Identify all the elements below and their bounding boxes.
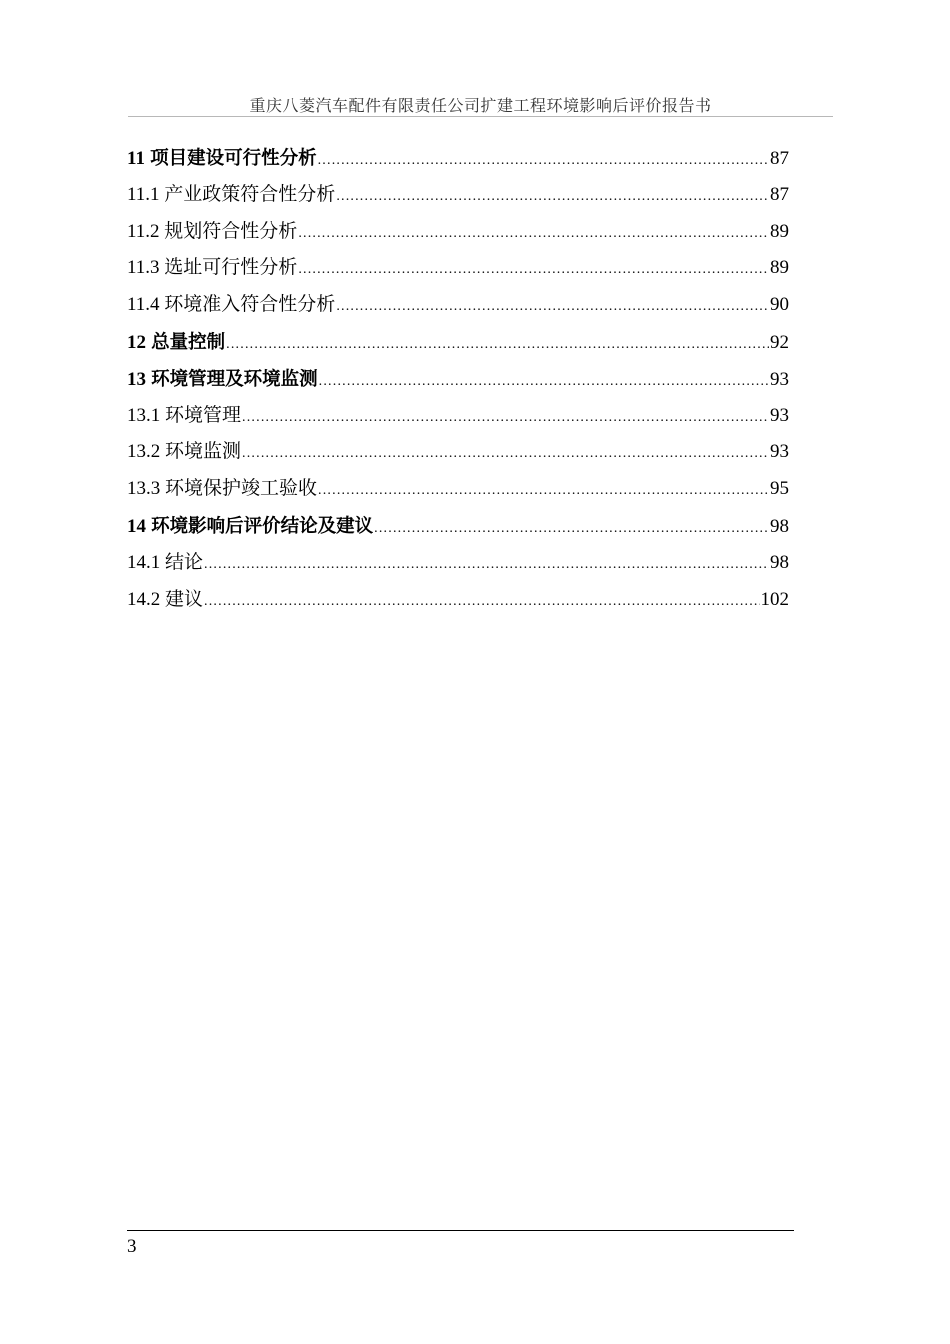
toc-entry[interactable] bbox=[127, 365, 789, 402]
toc-entry-page: 92 bbox=[770, 331, 789, 353]
toc-entry-number: 11.3 bbox=[127, 257, 160, 279]
toc-leader-dots bbox=[336, 293, 769, 321]
toc-entry-title: 结论 bbox=[165, 551, 204, 573]
toc-entry[interactable] bbox=[127, 144, 789, 181]
toc-entry-title: 选址可行性分析 bbox=[164, 257, 298, 279]
toc-entry-label bbox=[127, 181, 335, 209]
table-of-contents bbox=[127, 144, 789, 622]
toc-entry-label bbox=[127, 291, 335, 319]
toc-leader-dots bbox=[204, 588, 759, 616]
toc-entry-title: 建议 bbox=[165, 588, 204, 610]
toc-entry-page: 95 bbox=[770, 478, 789, 500]
toc-entry-page: 90 bbox=[770, 294, 789, 316]
toc-entry[interactable] bbox=[127, 181, 789, 218]
toc-entry-number: 14 bbox=[127, 515, 146, 537]
toc-entry-page: 87 bbox=[770, 148, 789, 169]
toc-entry-number: 14.1 bbox=[127, 551, 161, 573]
toc-leader-dots bbox=[318, 147, 769, 175]
toc-entry-title: 环境保护竣工验收 bbox=[165, 478, 318, 500]
toc-entry-page: 98 bbox=[770, 551, 789, 573]
toc-entry-title: 环境管理 bbox=[165, 404, 242, 426]
toc-entry[interactable] bbox=[127, 512, 789, 549]
toc-entry-label bbox=[127, 586, 203, 614]
toc-entry-label bbox=[127, 365, 318, 394]
toc-entry-number: 13 bbox=[127, 368, 146, 390]
toc-entry-page: 93 bbox=[770, 404, 789, 426]
toc-entry-title: 项目建设可行性分析 bbox=[150, 147, 317, 168]
toc-entry-number: 11.4 bbox=[127, 294, 160, 316]
toc-leader-dots bbox=[298, 220, 769, 248]
toc-entry-page: 93 bbox=[770, 368, 789, 390]
toc-entry[interactable] bbox=[127, 218, 789, 255]
toc-leader-dots bbox=[226, 331, 769, 359]
footer-divider bbox=[127, 1230, 794, 1231]
toc-leader-dots bbox=[318, 477, 769, 505]
toc-entry-number: 13.2 bbox=[127, 441, 161, 463]
page-header-title: 重庆八菱汽车配件有限责任公司扩建工程环境影响后评价报告书 bbox=[249, 98, 712, 115]
toc-entry[interactable] bbox=[127, 328, 789, 365]
toc-entry-title: 环境管理及环境监测 bbox=[151, 367, 318, 389]
toc-entry-number: 14.2 bbox=[127, 588, 161, 610]
toc-entry[interactable] bbox=[127, 254, 789, 291]
toc-entry-title: 产业政策符合性分析 bbox=[164, 183, 336, 205]
toc-entry[interactable] bbox=[127, 438, 789, 475]
toc-entry-page: 102 bbox=[760, 588, 789, 610]
toc-entry-title: 环境影响后评价结论及建议 bbox=[151, 514, 374, 536]
toc-leader-dots bbox=[336, 183, 769, 211]
toc-entry-page: 98 bbox=[770, 515, 789, 537]
toc-leader-dots bbox=[204, 551, 769, 579]
toc-entry[interactable] bbox=[127, 402, 789, 439]
toc-entry-title: 总量控制 bbox=[151, 330, 226, 352]
toc-entry-number: 13.3 bbox=[127, 478, 161, 500]
toc-entry-title: 规划符合性分析 bbox=[164, 220, 298, 242]
toc-entry[interactable] bbox=[127, 586, 789, 623]
toc-leader-dots bbox=[298, 256, 769, 284]
toc-entry[interactable] bbox=[127, 549, 789, 586]
toc-leader-dots bbox=[374, 515, 769, 543]
toc-entry-label bbox=[127, 254, 297, 282]
toc-leader-dots bbox=[319, 368, 769, 396]
toc-entry-number: 11.1 bbox=[127, 183, 160, 205]
toc-entry-page: 87 bbox=[770, 183, 789, 205]
toc-entry-page: 89 bbox=[770, 257, 789, 279]
toc-entry-page: 93 bbox=[770, 441, 789, 463]
toc-entry-page: 89 bbox=[770, 220, 789, 242]
toc-leader-dots bbox=[242, 404, 769, 432]
toc-entry-label bbox=[127, 218, 297, 246]
toc-entry-label bbox=[127, 475, 317, 503]
toc-entry-number: 13.1 bbox=[127, 404, 161, 426]
toc-entry-number: 11 bbox=[127, 148, 145, 169]
toc-entry-label bbox=[127, 512, 373, 541]
toc-entry-label bbox=[127, 144, 317, 173]
toc-entry-label bbox=[127, 402, 241, 430]
toc-entry-number: 12 bbox=[127, 331, 146, 353]
toc-entry-title: 环境准入符合性分析 bbox=[164, 294, 336, 316]
toc-entry-number: 11.2 bbox=[127, 220, 160, 242]
toc-entry-label bbox=[127, 328, 225, 357]
toc-entry[interactable] bbox=[127, 475, 789, 512]
toc-entry-label bbox=[127, 549, 203, 577]
header-divider bbox=[128, 116, 833, 117]
toc-entry-title: 环境监测 bbox=[165, 441, 242, 463]
toc-leader-dots bbox=[242, 440, 769, 468]
footer-page-number: 3 bbox=[127, 1236, 137, 1257]
toc-entry-label bbox=[127, 438, 241, 466]
toc-entry[interactable] bbox=[127, 291, 789, 328]
